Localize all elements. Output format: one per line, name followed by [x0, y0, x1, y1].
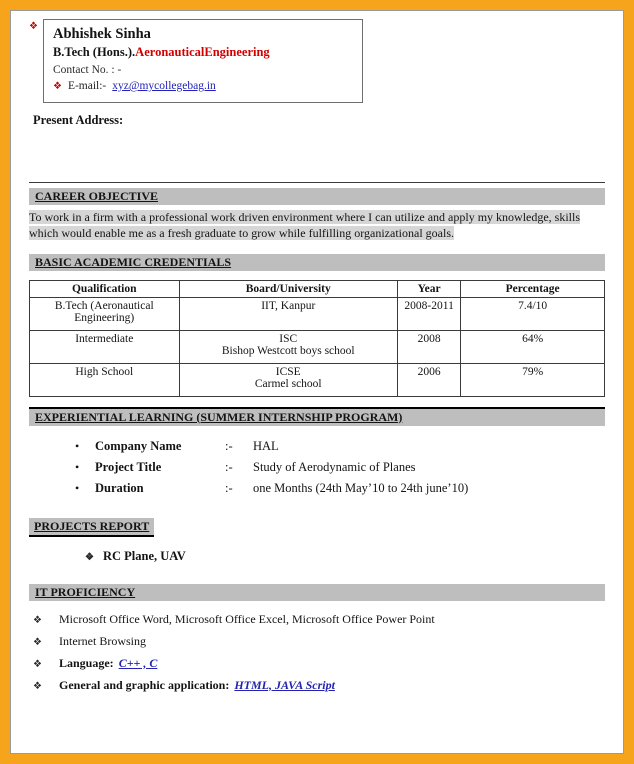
candidate-name: Abhishek Sinha	[52, 26, 151, 42]
list-item	[33, 612, 605, 629]
cell-board	[179, 297, 398, 330]
cell-qualification: Intermediate	[30, 330, 180, 363]
col-board-university: Board/University	[179, 280, 398, 297]
section-projects-report	[29, 518, 154, 537]
cell-percentage: 64%	[461, 330, 605, 363]
list-item	[75, 460, 605, 475]
diamond-icon: ❖	[33, 614, 42, 626]
project-name: RC Plane, UAV	[102, 548, 186, 563]
item-label: Duration	[95, 480, 144, 495]
cell-year: 2008-2011	[398, 297, 461, 330]
item-separator: :-	[225, 438, 233, 453]
section-title: BASIC ACADEMIC CREDENTIALS	[35, 254, 232, 269]
diamond-icon: ❖	[33, 636, 42, 648]
internship-list	[75, 439, 605, 496]
email-label: E-mail:-	[67, 79, 107, 92]
board-line: ICSE	[275, 365, 301, 378]
item-label: Company Name	[95, 438, 182, 453]
item-separator: :-	[225, 459, 233, 474]
diamond-icon: ❖	[33, 680, 42, 692]
col-qualification: Qualification	[30, 280, 180, 297]
cell-percentage: 79%	[461, 363, 605, 396]
section-title: IT PROFICIENCY	[35, 584, 136, 599]
cell-year: 2008	[398, 330, 461, 363]
board-line: Bishop Westcott boys school	[221, 344, 355, 357]
list-item	[33, 656, 605, 673]
table-row	[30, 363, 605, 396]
bullet-icon: •	[75, 459, 80, 474]
academic-table	[29, 280, 605, 397]
section-it-proficiency	[29, 584, 605, 601]
section-career-objective	[29, 188, 605, 205]
table-row	[30, 297, 605, 330]
objective-paragraph	[29, 210, 605, 242]
item-label: General and graphic application:	[59, 677, 230, 692]
contact-number: Contact No. : -	[52, 63, 122, 76]
project-item	[85, 549, 605, 566]
diamond-icon: ❖	[33, 658, 42, 670]
item-content	[59, 656, 157, 671]
table-row	[30, 330, 605, 363]
section-title: CAREER OBJECTIVE	[35, 188, 159, 203]
present-address-label: Present Address:	[33, 112, 124, 127]
col-percentage: Percentage	[461, 280, 605, 297]
list-item	[33, 678, 605, 695]
section-academic-credentials	[29, 254, 605, 271]
item-separator: :-	[225, 480, 233, 495]
it-proficiency-list	[33, 612, 605, 695]
cell-qualification: B.Tech (Aeronautical Engineering)	[30, 297, 180, 330]
objective-body: To work in a firm with a professional work driven environment where I can utilize and apply my knowledge, skills which would enable me as a fresh graduate to grow while fulfilling organizational goals.	[29, 209, 581, 240]
item-value: C++ , C	[118, 655, 158, 670]
item-value: Study of Aerodynamic of Planes	[253, 459, 416, 474]
item-label: Project Title	[95, 459, 162, 474]
degree-line	[53, 44, 353, 62]
item-value: one Months (24th May’10 to 24th june’10)	[253, 480, 469, 495]
cell-percentage: 7.4/10	[461, 297, 605, 330]
contact-card	[43, 19, 363, 103]
email-line	[53, 78, 353, 95]
item-value: HAL	[253, 438, 279, 453]
board-line: ISC	[279, 332, 298, 345]
list-item	[33, 634, 605, 651]
section-experiential-learning	[29, 407, 605, 426]
item-text: Microsoft Office Word, Microsoft Office Excel, Microsoft Office Power Point	[59, 611, 435, 626]
item-value: HTML, JAVA Script	[234, 677, 335, 692]
degree-highlight: AeronauticalEngineering	[135, 45, 270, 60]
resume-page	[10, 10, 624, 754]
item-label: Language:	[59, 655, 114, 670]
section-title: PROJECTS REPORT	[34, 518, 150, 533]
cell-board	[179, 363, 398, 396]
diamond-icon: ❖	[52, 80, 62, 92]
table-header-row	[30, 280, 605, 297]
diamond-icon: ❖	[29, 21, 38, 32]
list-item	[75, 439, 605, 454]
cell-board	[179, 330, 398, 363]
item-content	[59, 678, 335, 693]
item-text: Internet Browsing	[59, 633, 146, 648]
list-item	[75, 481, 605, 496]
degree-prefix: B.Tech (Hons.).	[52, 45, 136, 60]
bullet-icon: •	[75, 480, 80, 495]
diamond-icon: ❖	[85, 551, 94, 563]
board-line: Carmel school	[254, 377, 322, 390]
divider-line	[29, 182, 605, 183]
address-blank-space	[29, 128, 605, 182]
header-area	[29, 19, 605, 103]
board-line: IIT, Kanpur	[261, 299, 316, 312]
email-link[interactable]: xyz@mycollegebag.in	[112, 79, 216, 92]
col-year: Year	[398, 280, 461, 297]
bullet-icon: •	[75, 438, 80, 453]
section-title: EXPERIENTIAL LEARNING (SUMMER INTERNSHIP PROGRAM)	[35, 409, 403, 424]
cell-qualification: High School	[30, 363, 180, 396]
cell-year: 2006	[398, 363, 461, 396]
